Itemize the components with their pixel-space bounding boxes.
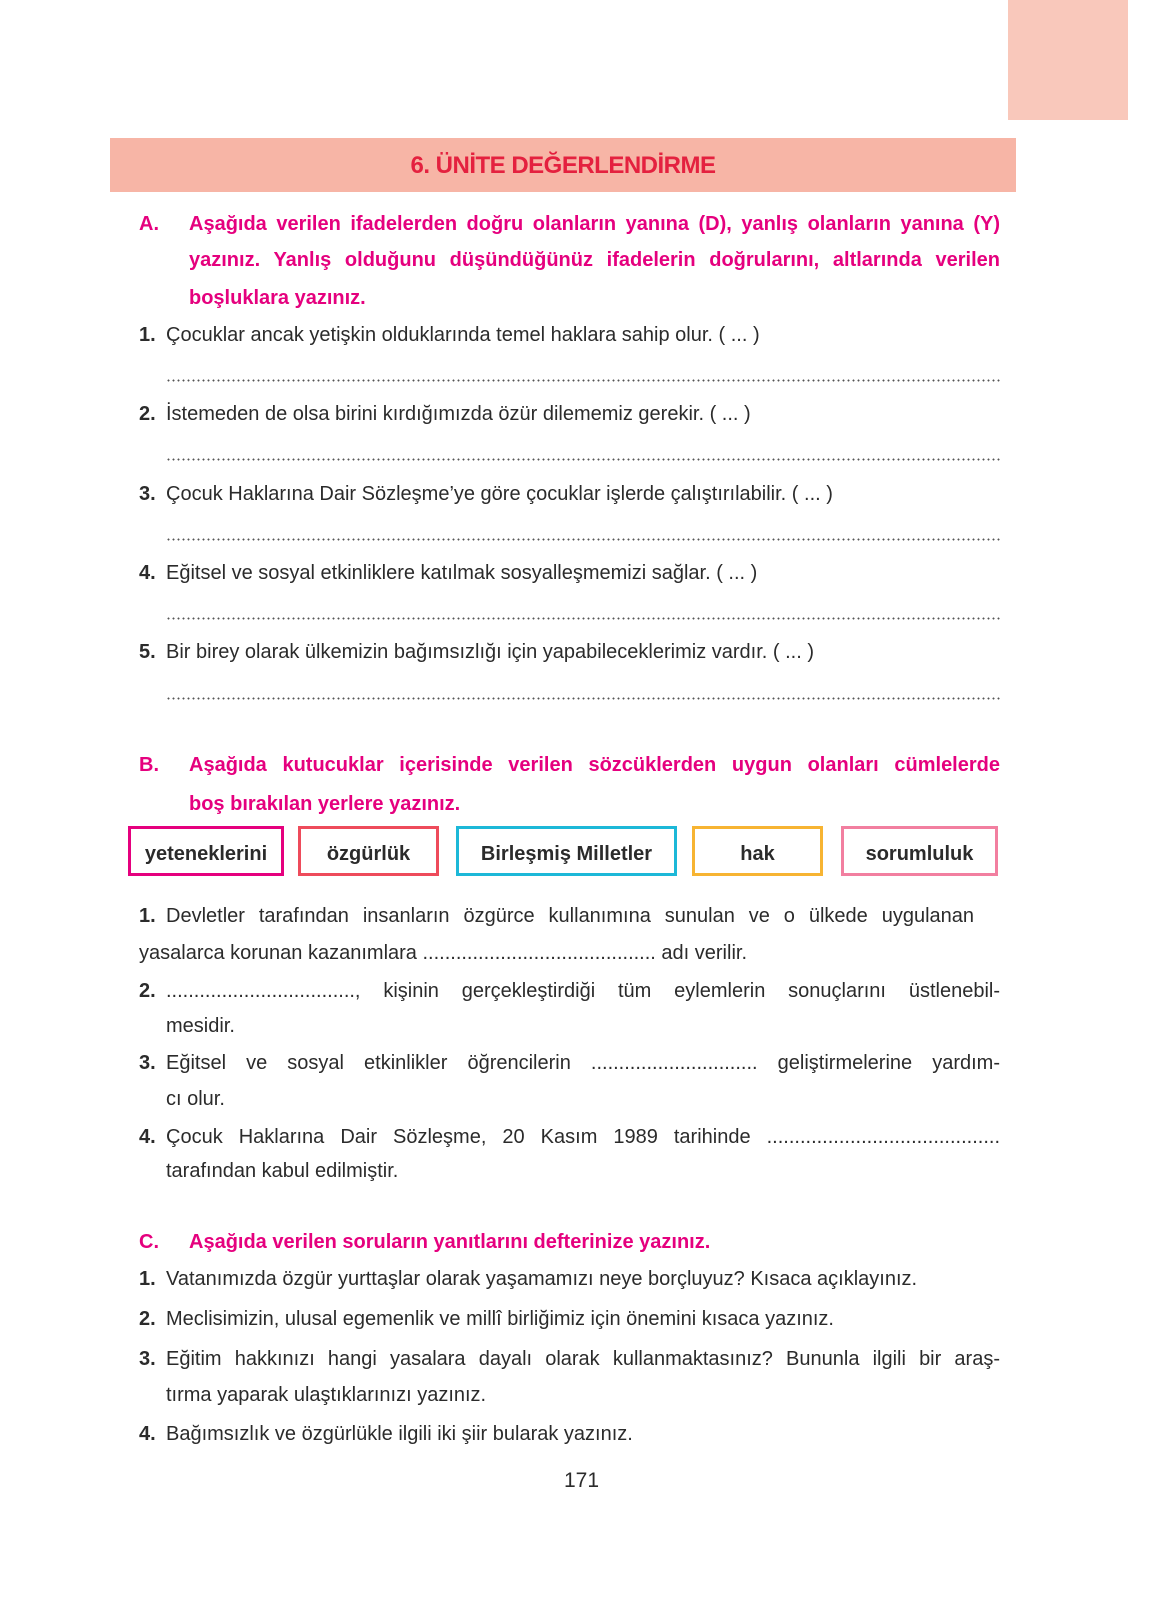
fill-sentence: Eğitsel ve sosyal etkinlikler öğrencilerin .............................. geliştirmelerine yardım- [166,1052,1000,1074]
fill-sentence: tarafından kabul edilmiştir. [166,1160,399,1182]
statement: Çocuk Haklarına Dair Sözleşme’ye göre çocuklar işlerde çalıştırılabilir. ( ... ) [166,483,833,505]
item-number: 4. [139,562,156,584]
word-box: Birleşmiş Milletler [456,826,677,876]
word-box: sorumluluk [841,826,998,876]
item-number: 5. [139,641,156,663]
section-a-instruction: yazınız. Yanlış olduğunu düşündüğünüz ifadelerin doğrularını, altlarında verilen [189,249,1000,271]
word-box: yeteneklerini [128,826,284,876]
title-band [110,138,1016,192]
item-number: 4. [139,1126,156,1148]
item-number: 1. [139,1268,156,1290]
section-a-letter: A. [139,213,159,235]
fill-sentence: cı olur. [166,1088,225,1110]
item-number: 4. [139,1423,156,1445]
word-box: özgürlük [298,826,439,876]
item-number: 1. [139,324,156,346]
fill-sentence: Çocuk Haklarına Dair Sözleşme, 20 Kasım 1989 tarihinde .......................................... [166,1126,1000,1148]
item-number: 3. [139,1348,156,1370]
fill-sentence: Devletler tarafından insanların özgürce kullanımına sunulan ve o ülkede uygulanan [166,905,974,927]
answer-line[interactable] [166,697,1000,700]
section-b-letter: B. [139,754,159,776]
statement: Çocuklar ancak yetişkin olduklarında temel haklara sahip olur. ( ... ) [166,324,760,346]
item-number: 1. [139,905,156,927]
item-number: 3. [139,1052,156,1074]
question: Eğitim hakkınızı hangi yasalara dayalı olarak kullanmaktasınız? Bununla ilgili bir araş- [166,1348,1000,1370]
page-number: 171 [563,1469,600,1492]
section-c-letter: C. [139,1231,159,1253]
fill-sentence: yasalarca korunan kazanımlara .......................................... adı verilir. [139,942,747,964]
statement: Bir birey olarak ülkemizin bağımsızlığı için yapabileceklerimiz vardır. ( ... ) [166,641,814,663]
item-number: 2. [139,403,156,425]
answer-line[interactable] [166,379,1000,382]
item-number: 2. [139,1308,156,1330]
section-a-instruction: Aşağıda verilen ifadelerden doğru olanların yanına (D), yanlış olanların yanına (Y) [189,213,1000,235]
word-box: hak [692,826,823,876]
fill-sentence: .................................., kişinin gerçekleştirdiği tüm eylemlerin sonuçlarını üstlenebil- [166,980,1000,1002]
answer-line[interactable] [166,458,1000,461]
statement: Eğitsel ve sosyal etkinliklere katılmak sosyalleşmemizi sağlar. ( ... ) [166,562,758,584]
answer-line[interactable] [166,538,1000,541]
statement: İstemeden de olsa birini kırdığımızda özür dilememiz gerekir. ( ... ) [166,403,751,425]
item-number: 3. [139,483,156,505]
question: Bağımsızlık ve özgürlükle ilgili iki şiir bularak yazınız. [166,1423,633,1445]
answer-line[interactable] [166,617,1000,620]
question: Vatanımızda özgür yurttaşlar olarak yaşamamızı neye borçluyuz? Kısaca açıklayınız. [166,1268,918,1290]
item-number: 2. [139,980,156,1002]
section-c-instruction: Aşağıda verilen soruların yanıtlarını defterinize yazınız. [189,1231,711,1253]
section-b-instruction: Aşağıda kutucuklar içerisinde verilen sözcüklerden uygun olanları cümlelerde [189,754,1000,776]
fill-sentence: mesidir. [166,1015,235,1037]
question: Meclisimizin, ulusal egemenlik ve millî birliğimiz için önemini kısaca yazınız. [166,1308,834,1330]
section-b-instruction: boş bırakılan yerlere yazınız. [189,793,461,815]
corner-tab [1008,0,1128,120]
page-title: 6. ÜNİTE DEĞERLENDİRME [410,152,716,179]
section-a-instruction: boşluklara yazınız. [189,287,366,309]
question: tırma yaparak ulaştıklarınızı yazınız. [166,1384,487,1406]
